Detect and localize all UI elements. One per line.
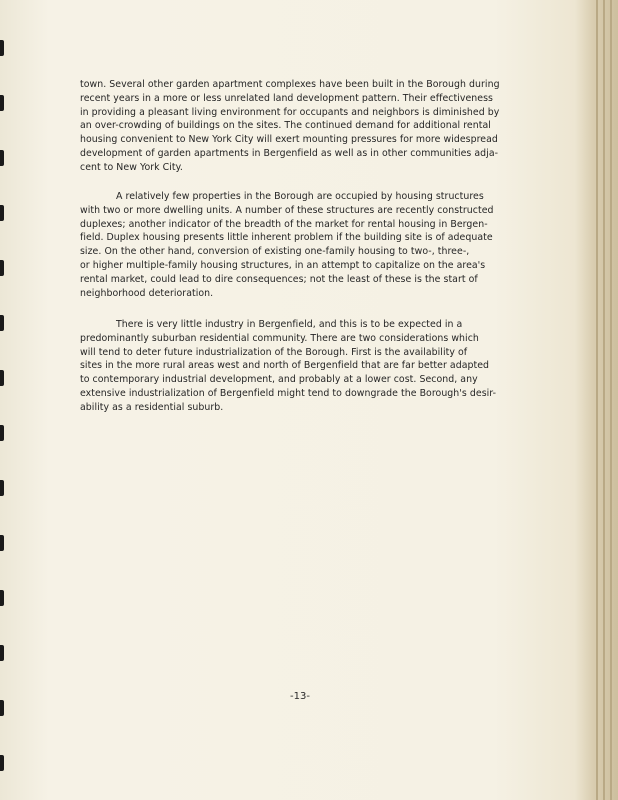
text-line: neighborhood deterioration. (80, 287, 214, 299)
text-line: field. Duplex housing presents little inherent problem if the building site is of adequate (80, 232, 493, 244)
text-line: extensive industrialization of Bergenfield might tend to downgrade the Borough's desir- (80, 387, 497, 399)
binding-hole (0, 480, 4, 496)
paragraph-1 (80, 78, 528, 175)
text-line: development of garden apartments in Bergenfield as well as in other communities adja- (80, 147, 499, 159)
text-line: sites in the more rural areas west and north of Bergenfield that are far better adapted (80, 360, 490, 372)
page-number: -13- (290, 691, 310, 702)
text-line: duplexes; another indicator of the breadth of the market for rental housing in Bergen- (80, 218, 488, 230)
binding-hole (0, 590, 4, 606)
page-edge (610, 0, 612, 800)
binding-hole (0, 370, 4, 386)
text-line: will tend to deter future industrialization of the Borough. First is the availability of (80, 346, 468, 358)
binding-hole (0, 425, 4, 441)
text-line: There is very little industry in Bergenfield, and this is to be expected in a (116, 319, 463, 330)
text-line: cent to New York City. (80, 161, 183, 173)
text-line: or higher multiple-family housing structures, in an attempt to capitalize on the area's (80, 259, 486, 271)
text-line: in providing a pleasant living environment for occupants and neighbors is diminished by (80, 106, 500, 118)
text-line: size. On the other hand, conversion of existing one-family housing to two-, three-, (80, 246, 470, 258)
binding-hole (0, 150, 4, 166)
text-line: town. Several other garden apartment complexes have been built in the Borough during (80, 79, 500, 90)
paragraph-2 (80, 190, 528, 300)
binding-hole (0, 205, 4, 221)
binding-hole (0, 95, 4, 111)
text-line: to contemporary industrial development, and probably at a lower cost. Second, any (80, 374, 478, 386)
binding-hole (0, 700, 4, 716)
binding-hole (0, 645, 4, 661)
binding-hole (0, 40, 4, 56)
page-edge (596, 0, 598, 800)
text-line: an over-crowding of buildings on the sites. The continued demand for additional rental (80, 120, 491, 132)
text-line: A relatively few properties in the Borough are occupied by housing structures (116, 191, 484, 202)
binding-hole (0, 315, 4, 331)
text-line: housing convenient to New York City will exert mounting pressures for more widespread (80, 134, 498, 146)
binding-hole (0, 260, 4, 276)
paragraph-3 (80, 318, 528, 415)
text-line: recent years in a more or less unrelated land development pattern. Their effectiveness (80, 92, 493, 104)
page-edge (603, 0, 605, 800)
text-line: with two or more dwelling units. A number of these structures are recently constructed (80, 204, 494, 216)
text-line: ability as a residential suburb. (80, 401, 224, 413)
text-line: rental market, could lead to dire consequences; not the least of these is the start of (80, 273, 478, 285)
text-line: predominantly suburban residential community. There are two considerations which (80, 332, 479, 344)
binding-hole (0, 535, 4, 551)
binding-hole (0, 755, 4, 771)
